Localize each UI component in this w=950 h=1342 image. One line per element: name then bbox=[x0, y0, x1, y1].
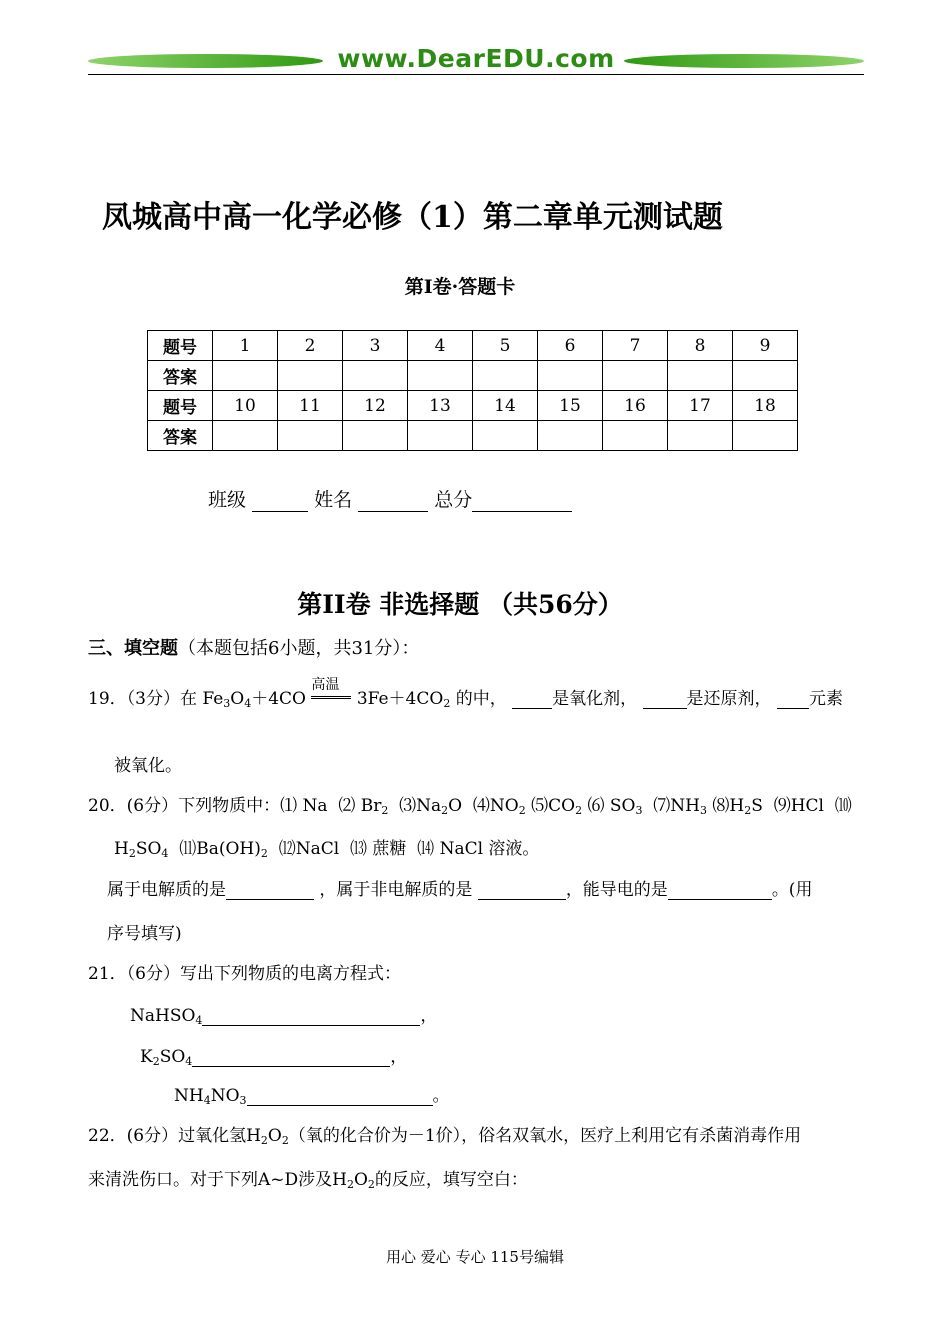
table-cell: 14 bbox=[473, 391, 538, 421]
table-cell: 2 bbox=[278, 331, 343, 361]
q21-punct: ， bbox=[420, 1006, 438, 1026]
page-footer: 用心 爱心 专心 115号编辑 bbox=[386, 1248, 564, 1266]
table-cell: 3 bbox=[343, 331, 408, 361]
table-cell: 18 bbox=[733, 391, 798, 421]
q20-blank-3[interactable] bbox=[668, 879, 772, 900]
answer-cell[interactable] bbox=[343, 361, 408, 391]
q20-blank-2[interactable] bbox=[478, 879, 566, 900]
table-cell: 16 bbox=[603, 391, 668, 421]
header-rule bbox=[88, 74, 864, 75]
q20-text: ，能导电的是 bbox=[565, 880, 668, 900]
section2-heading: 第II卷 非选择题 （共56分） bbox=[297, 590, 623, 619]
table-cell: 15 bbox=[538, 391, 603, 421]
answer-cell[interactable] bbox=[408, 421, 473, 451]
q20-ask bbox=[107, 875, 812, 900]
answer-cell[interactable] bbox=[733, 361, 798, 391]
q19-lead: 19．（3分）在 bbox=[88, 689, 197, 709]
q20-list-1: ⑴ Na ⑵ $Br_2$ $⑶Na_2O$ $⑷NO_2$ $⑸CO_2$ ⑹ $SO_3$ $⑺NH_3$ $⑻H_2S$ ⑼HCl ⑽ bbox=[280, 796, 852, 817]
q21-item-1: NaHSO$_4$ ， bbox=[130, 1006, 438, 1027]
section3-title: 三、填空题 bbox=[88, 638, 178, 659]
row-label: 题号 bbox=[148, 331, 213, 361]
q20-line-1 bbox=[88, 791, 852, 816]
name-blank[interactable] bbox=[358, 489, 428, 512]
row-label: 答案 bbox=[148, 421, 213, 451]
answer-cell[interactable] bbox=[603, 361, 668, 391]
table-row bbox=[148, 331, 798, 361]
q19-text: 是氧化剂， bbox=[552, 689, 638, 709]
q21-blank-3[interactable] bbox=[247, 1085, 433, 1106]
answer-cell[interactable] bbox=[408, 361, 473, 391]
q20-text: 属于电解质的是 bbox=[107, 880, 226, 900]
q19-blank-3[interactable] bbox=[777, 688, 809, 709]
answer-cell[interactable] bbox=[278, 361, 343, 391]
q21-punct: ， bbox=[390, 1047, 408, 1067]
header-banner bbox=[88, 44, 864, 78]
table-row bbox=[148, 391, 798, 421]
q19-products: $3Fe+4CO_2$ bbox=[356, 689, 451, 710]
answer-cell[interactable] bbox=[473, 361, 538, 391]
q21-item-3: $NH_4NO_3$ 。 bbox=[174, 1086, 450, 1107]
q19-text: 的中， bbox=[455, 689, 507, 709]
q19-text: 元素 bbox=[808, 689, 843, 709]
q19-blank-1[interactable] bbox=[512, 688, 552, 709]
row-label: 题号 bbox=[148, 391, 213, 421]
q21-lead: 21．（6分）写出下列物质的电离方程式： bbox=[88, 964, 401, 984]
answer-cell[interactable] bbox=[213, 361, 278, 391]
q19-line bbox=[88, 677, 843, 710]
table-cell: 5 bbox=[473, 331, 538, 361]
table-cell: 10 bbox=[213, 391, 278, 421]
answer-cell[interactable] bbox=[538, 361, 603, 391]
table-row bbox=[148, 421, 798, 451]
q19-blank-2[interactable] bbox=[643, 688, 687, 709]
table-cell: 9 bbox=[733, 331, 798, 361]
q21-blank-1[interactable] bbox=[202, 1005, 420, 1026]
table-cell: 4 bbox=[408, 331, 473, 361]
table-cell: 11 bbox=[278, 391, 343, 421]
table-cell: 8 bbox=[668, 331, 733, 361]
total-label: 总分 bbox=[434, 489, 473, 511]
answer-cell[interactable] bbox=[278, 421, 343, 451]
student-info-line bbox=[208, 485, 572, 512]
answer-cell[interactable] bbox=[343, 421, 408, 451]
reaction-arrow bbox=[311, 677, 351, 709]
answer-cell[interactable] bbox=[473, 421, 538, 451]
brand-logo: www.DearEDU.com bbox=[337, 44, 615, 73]
answer-cell[interactable] bbox=[668, 361, 733, 391]
name-label: 姓名 bbox=[314, 489, 353, 511]
answer-cell[interactable] bbox=[603, 421, 668, 451]
class-blank[interactable] bbox=[252, 489, 308, 512]
q19-cont: 被氧化。 bbox=[114, 756, 182, 776]
section3-note: （本题包括6小题，共31分）： bbox=[178, 638, 420, 659]
q20-cont: 序号填写) bbox=[107, 924, 182, 944]
q20-text: ，属于非电解质的是 bbox=[319, 880, 473, 900]
q19-text: 是还原剂， bbox=[686, 689, 772, 709]
answer-card-table bbox=[147, 330, 798, 451]
answer-cell[interactable] bbox=[538, 421, 603, 451]
reaction-condition: 高温 bbox=[311, 677, 340, 693]
class-label: 班级 bbox=[208, 489, 247, 511]
q22-line-2: 来清洗伤口。对于下列A~D涉及$H_2O_2$的反应，填写空白： bbox=[88, 1170, 528, 1191]
q19-reactants: $Fe_3O_4+4CO$ bbox=[202, 689, 306, 710]
card-subtitle: 第I卷·答题卡 bbox=[404, 276, 516, 298]
table-cell: 7 bbox=[603, 331, 668, 361]
answer-cell[interactable] bbox=[213, 421, 278, 451]
table-cell: 12 bbox=[343, 391, 408, 421]
left-leaf-decoration bbox=[87, 54, 324, 68]
answer-cell[interactable] bbox=[733, 421, 798, 451]
table-cell: 13 bbox=[408, 391, 473, 421]
q20-lead: 20．(6分）下列物质中： bbox=[88, 796, 281, 816]
page-title: 凤城高中高一化学必修（1）第二章单元测试题 bbox=[102, 200, 723, 235]
section3-heading bbox=[88, 634, 419, 660]
q21-blank-2[interactable] bbox=[192, 1046, 390, 1067]
q21-punct: 。 bbox=[432, 1086, 450, 1106]
row-label: 答案 bbox=[148, 361, 213, 391]
table-cell: 1 bbox=[213, 331, 278, 361]
table-cell: 17 bbox=[668, 391, 733, 421]
q22-line-1: 22．(6分）过氧化氢$H_2O_2$（氧的化合价为－1价），俗名双氧水，医疗上利用它有杀菌消毒作用 bbox=[88, 1126, 802, 1147]
answer-cell[interactable] bbox=[668, 421, 733, 451]
q20-text: 。(用 bbox=[771, 880, 813, 900]
right-leaf-decoration bbox=[623, 54, 865, 68]
q21-item-2: $K_2SO_4$ ， bbox=[140, 1047, 408, 1068]
q20-blank-1[interactable] bbox=[226, 879, 314, 900]
table-cell: 6 bbox=[538, 331, 603, 361]
table-row bbox=[148, 361, 798, 391]
total-blank[interactable] bbox=[472, 489, 572, 512]
q20-list-2: $H_2SO_4$ $⑾Ba(OH)_2$ ⑿NaCl ⒀ 蔗糖 ⒁ NaCl 溶液。 bbox=[114, 839, 540, 860]
